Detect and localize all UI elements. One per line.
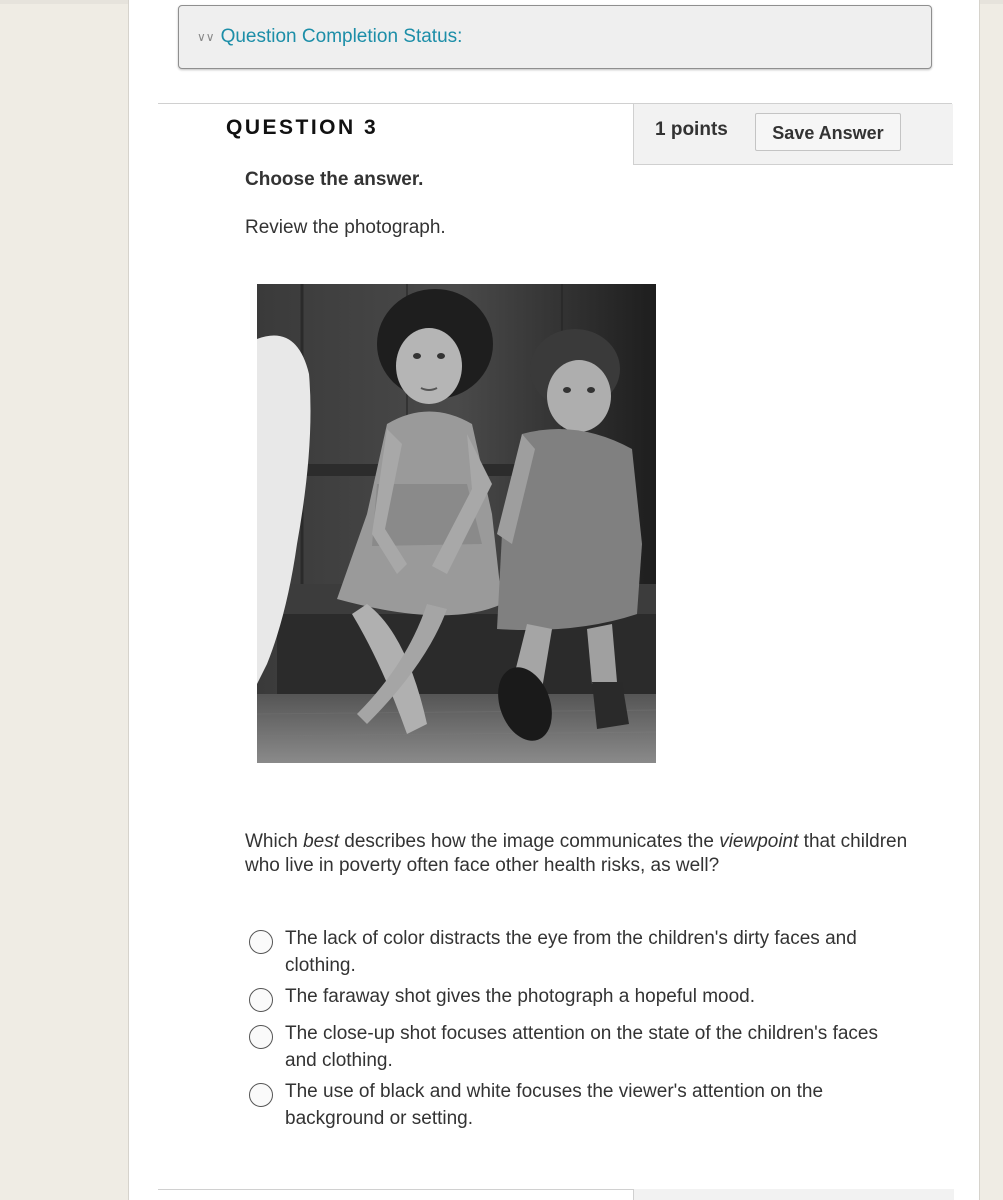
prompt-text-3: that children who live in poverty often face other health risks, as well? [245, 831, 908, 876]
assessment-page [128, 0, 980, 1200]
radio-button[interactable] [249, 988, 273, 1012]
answer-option[interactable] [249, 1020, 905, 1074]
answer-option-label[interactable]: The faraway shot gives the photograph a hopeful mood. [285, 986, 756, 1007]
save-answer-button[interactable]: Save Answer [755, 113, 901, 151]
radio-button[interactable] [249, 1025, 273, 1049]
question-title: QUESTION 3 [226, 116, 379, 139]
question-instruction: Choose the answer. [245, 169, 424, 190]
question-prompt [245, 830, 925, 878]
prompt-emphasis-viewpoint: viewpoint [719, 831, 799, 852]
question-review-text: Review the photograph. [245, 217, 446, 238]
answer-option[interactable] [249, 925, 905, 979]
answer-option[interactable] [249, 983, 905, 1012]
answer-option-label[interactable]: The use of black and white focuses the viewer's attention on the background or setting. [285, 1081, 824, 1129]
answer-option-label[interactable]: The close-up shot focuses attention on the state of the children's faces and clothing. [285, 1023, 878, 1071]
answer-option-label[interactable]: The lack of color distracts the eye from the children's dirty faces and clothing. [285, 928, 857, 976]
question-completion-status-link[interactable]: Question Completion Status: [220, 26, 463, 47]
prompt-text-1: Which [245, 831, 304, 852]
points-box [633, 104, 953, 165]
double-chevron-down-icon[interactable]: ∨∨ [197, 30, 215, 44]
next-points-box [633, 1189, 954, 1200]
question-photograph [257, 284, 656, 763]
radio-button[interactable] [249, 930, 273, 954]
photograph-children-illustration [257, 284, 656, 763]
question-points: 1 points [655, 119, 728, 140]
prompt-emphasis-best: best [303, 831, 339, 852]
radio-button[interactable] [249, 1083, 273, 1107]
answer-option[interactable] [249, 1078, 905, 1132]
prompt-text-2: describes how the image communicates the [339, 831, 720, 852]
question-completion-status-panel[interactable] [178, 5, 932, 69]
